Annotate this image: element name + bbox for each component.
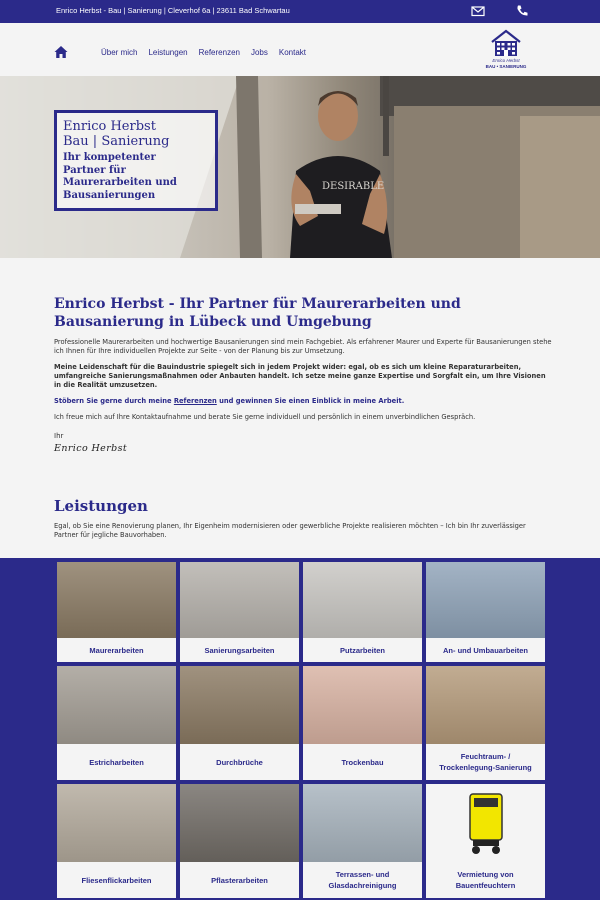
service-image — [426, 666, 545, 744]
service-card[interactable] — [303, 562, 422, 662]
service-card[interactable] — [303, 666, 422, 780]
intro-heading: Enrico Herbst - Ihr Partner für Maurerarbeiten und Bausanierung in Lübeck und Umgebung — [54, 296, 461, 330]
mail-icon[interactable] — [471, 4, 485, 18]
service-label: Fliesenflickarbeiten — [81, 875, 152, 885]
hero-subtitle-line: Maurerarbeiten und — [63, 177, 177, 188]
service-image — [303, 666, 422, 744]
nav-item-leistungen[interactable]: Leistungen — [148, 48, 188, 57]
intro-paragraph-3-start: Stöbern Sie gerne durch meine — [54, 397, 174, 405]
hero-text-panel — [54, 110, 218, 211]
service-image — [303, 784, 422, 862]
service-card[interactable] — [180, 666, 299, 780]
service-image — [180, 666, 299, 744]
main-navigation — [0, 23, 600, 76]
company-logo[interactable] — [484, 28, 528, 72]
intro-paragraph-4: Ich freue mich auf Ihre Kontaktaufnahme und berate Sie gerne individuell und persönlich in einem unverbindlichen Gespräch. — [54, 413, 476, 421]
logo-name: Enrico Herbst — [492, 58, 520, 63]
service-image — [57, 666, 176, 744]
service-card[interactable] — [426, 666, 545, 780]
services-grid — [0, 558, 600, 900]
nav-item-referenzen[interactable]: Referenzen — [198, 48, 240, 57]
service-card[interactable] — [57, 666, 176, 780]
svg-text:DESIRABLE: DESIRABLE — [322, 181, 385, 192]
service-card[interactable] — [180, 784, 299, 898]
service-card[interactable] — [57, 562, 176, 662]
referenzen-link[interactable]: Referenzen — [173, 397, 217, 405]
service-image — [57, 784, 176, 862]
intro-paragraph-2: Meine Leidenschaft für die Bauindustrie spiegelt sich in jedem Projekt wider: egal, ob es sich um kleine Reparaturarbeiten, umfangreiche Sanierungsmaßnahmen oder Anbauten handelt. Ich setze meine ganze Expertise und Sorgfalt ein, um Ihre Visionen in die Realität umzusetzen. — [54, 363, 546, 389]
service-label: Feuchtraum- / Trockenlegung-Sanierung — [439, 752, 532, 772]
service-card[interactable] — [426, 784, 545, 898]
service-image — [180, 784, 299, 862]
service-label: Maurerarbeiten — [89, 645, 144, 655]
phone-icon[interactable] — [515, 4, 529, 18]
service-card[interactable] — [303, 784, 422, 898]
hero-subtitle — [63, 152, 209, 202]
service-label: Durchbrüche — [216, 757, 263, 767]
hero-banner — [0, 76, 600, 258]
leistungen-intro: Egal, ob Sie eine Renovierung planen, Ihr Eigenheim modernisieren oder gewerbliche Projekte realisieren möchten – Ich bin Ihr zuverlässiger Partner für jegliche Bauvorhaben. — [54, 522, 526, 539]
service-label: Sanierungsarbeiten — [204, 645, 275, 655]
closing-ihr: Ihr — [54, 432, 64, 440]
service-image — [426, 784, 545, 862]
service-label: Trockenbau — [341, 757, 384, 767]
top-info-bar — [0, 0, 600, 23]
intro-paragraph-1: Professionelle Maurerarbeiten und hochwertige Bausanierungen sind mein Fachgebiet. Als erfahrener Maurer und Experte für Bausanierungen stehe ich Ihnen für Ihre individuellen Projekte zur Seite - von der Planung bis zur Umsetzung. — [54, 338, 552, 355]
logo-tagline: BAU • SANIERUNG — [485, 64, 527, 69]
service-image — [180, 562, 299, 638]
service-card[interactable] — [180, 562, 299, 662]
service-image — [303, 562, 422, 638]
service-image — [57, 562, 176, 638]
leistungen-heading: Leistungen — [54, 497, 148, 515]
nav-item-ueber-mich[interactable]: Über mich — [101, 48, 138, 57]
service-image — [426, 562, 545, 638]
hero-title-line-1: Enrico Herbst — [63, 119, 156, 134]
intro-section — [54, 295, 554, 454]
service-card[interactable] — [57, 784, 176, 898]
hero-subtitle-line: Bausanierungen — [63, 189, 156, 201]
nav-item-jobs[interactable]: Jobs — [250, 48, 268, 57]
hero-subtitle-line: Partner für — [63, 164, 126, 176]
service-label: Terrassen- und Glasdachreinigung — [328, 870, 397, 890]
home-icon[interactable] — [54, 45, 68, 59]
intro-paragraph-3-end: und gewinnen Sie einen Einblick in meine Arbeit. — [216, 397, 405, 405]
service-label: An- und Umbauarbeiten — [442, 645, 528, 655]
hero-subtitle-line: Ihr kompetenter — [63, 152, 156, 163]
hero-title-line-2: Bau | Sanierung — [63, 134, 170, 149]
service-label: Vermietung von Bauentfeuchtern — [455, 870, 516, 890]
house-logo-icon — [484, 28, 528, 58]
intro-paragraph-3 — [54, 397, 554, 406]
service-label: Putzarbeiten — [339, 645, 385, 655]
nav-item-kontakt[interactable]: Kontakt — [278, 48, 307, 57]
address-info: Enrico Herbst - Bau | Sanierung | Cleverhof 6a | 23611 Bad Schwartau — [56, 6, 290, 15]
service-label: Estricharbeiten — [89, 757, 144, 767]
service-card[interactable] — [426, 562, 545, 662]
service-label: Pflasterarbeiten — [211, 875, 268, 885]
signature: Enrico Herbst — [54, 443, 128, 454]
